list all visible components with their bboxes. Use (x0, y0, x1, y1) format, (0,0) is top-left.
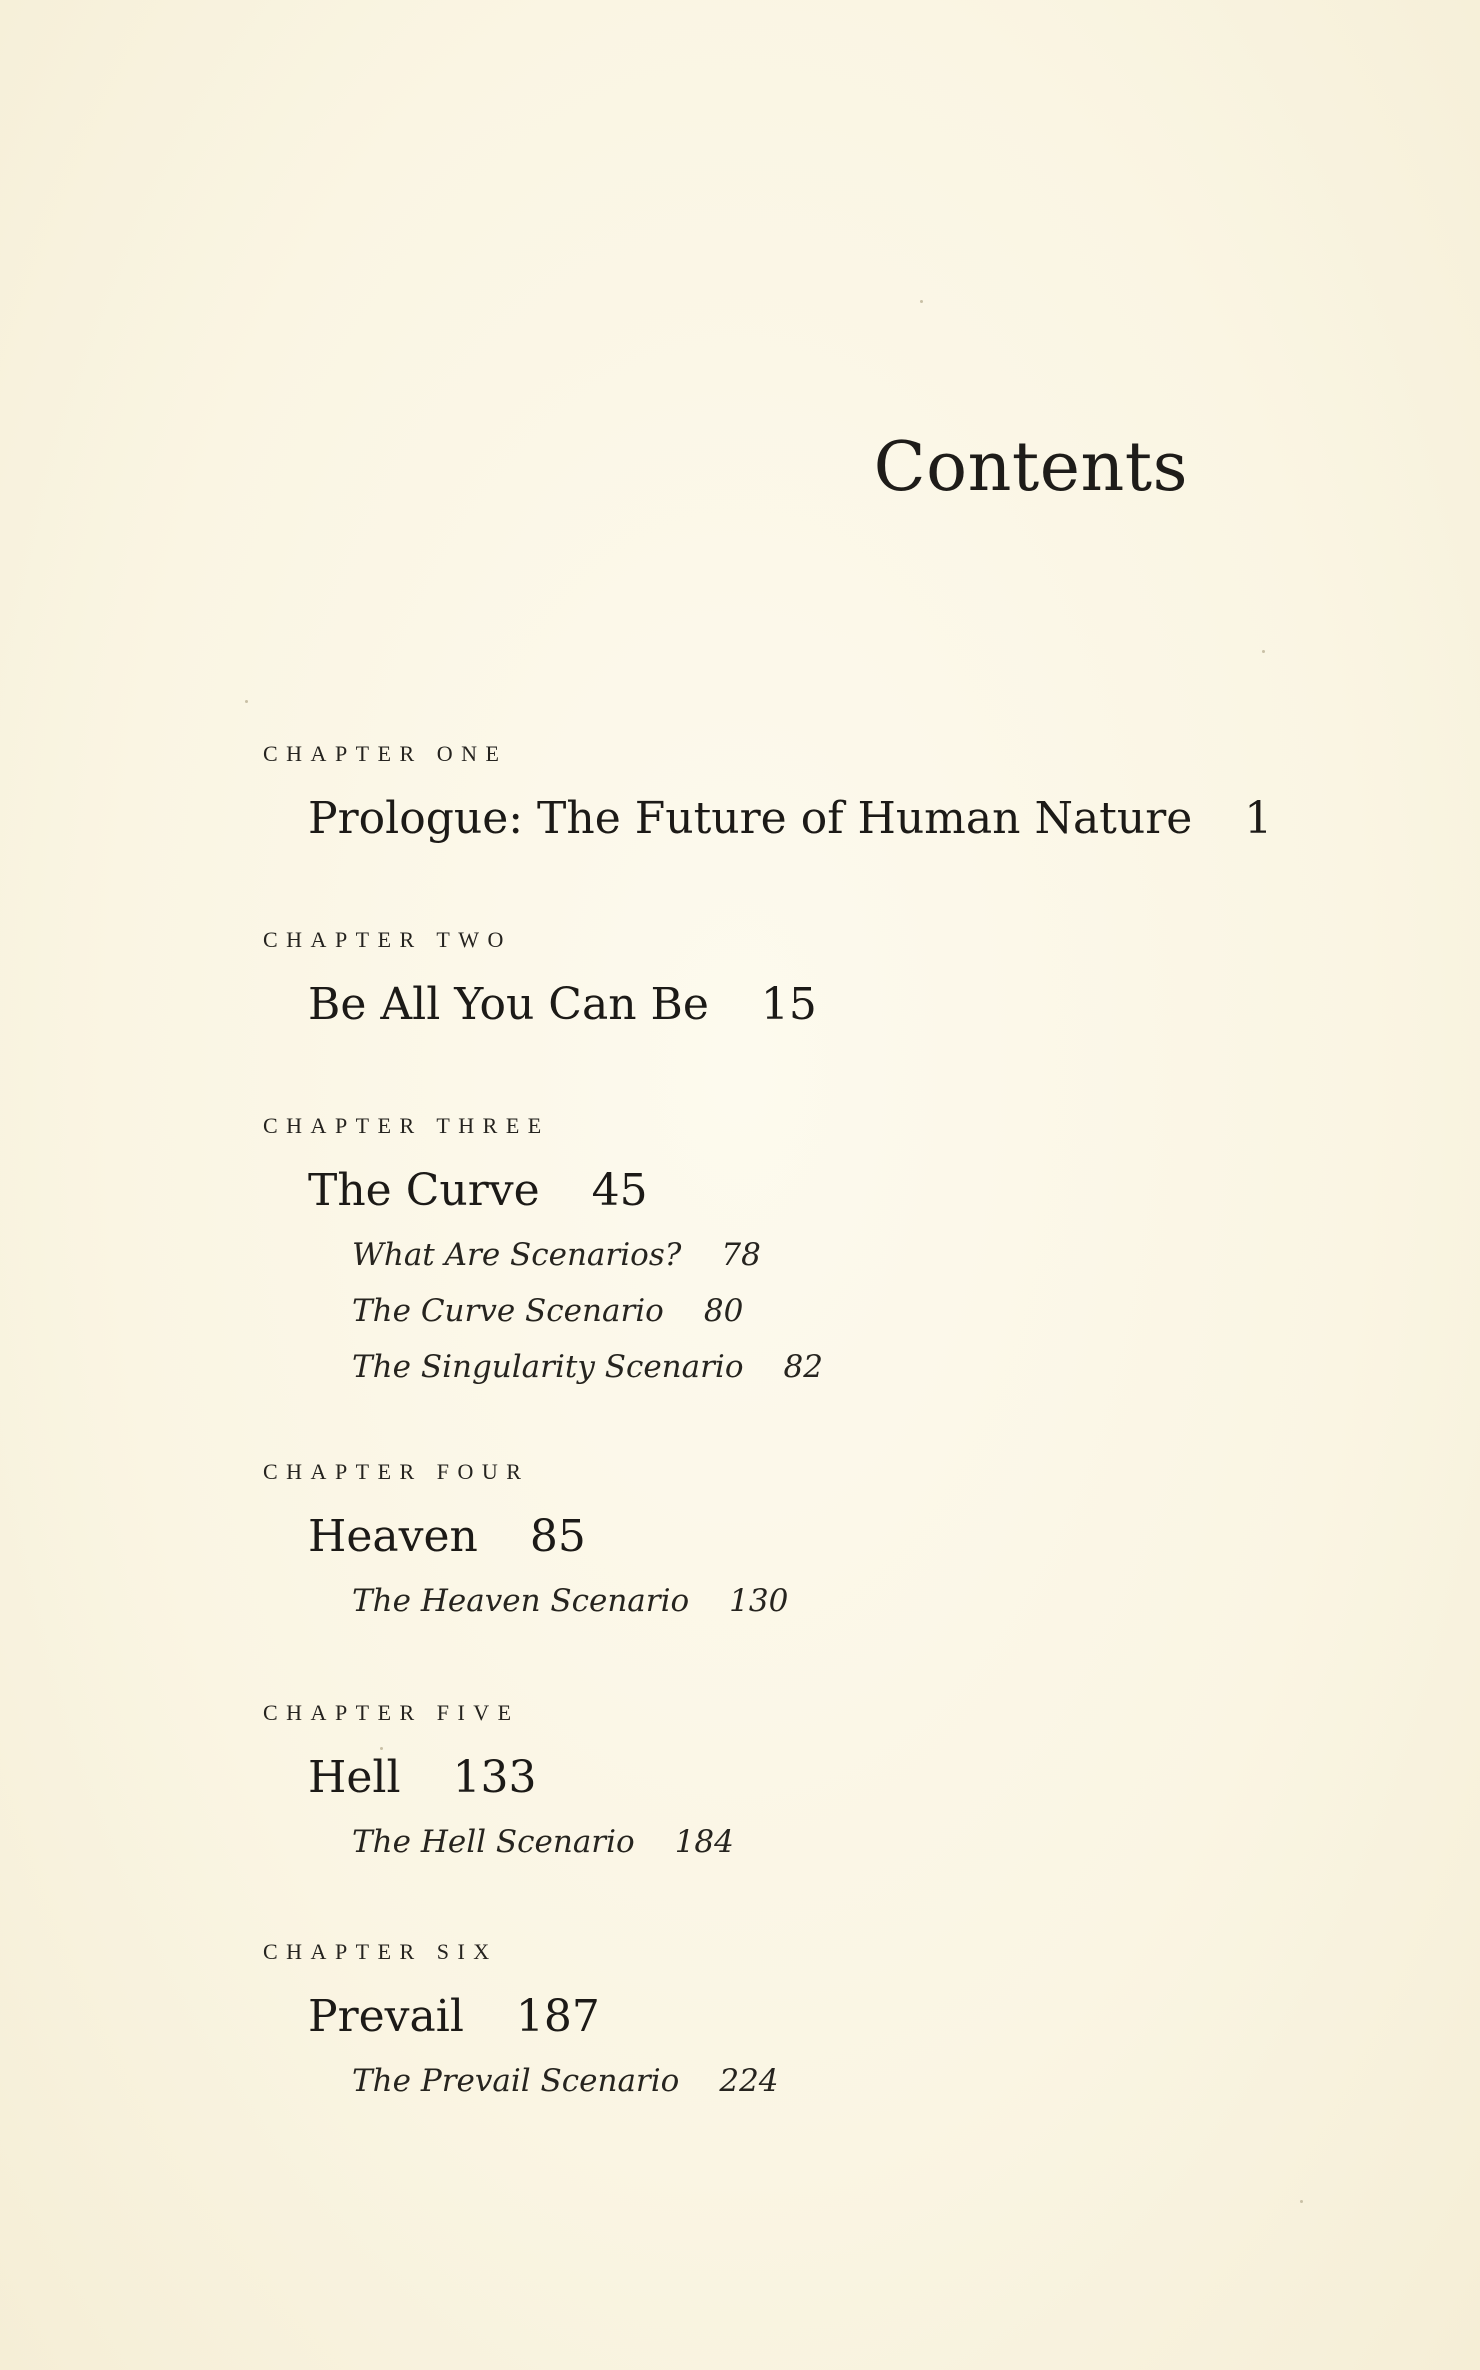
chapter-label: CHAPTER SIX (263, 1939, 498, 1964)
section-title: The Heaven Scenario (352, 1583, 690, 1619)
chapter-row (308, 1509, 586, 1565)
section-page-number: 224 (719, 2063, 779, 2099)
section-title: The Prevail Scenario (352, 2063, 680, 2099)
chapter-title: Heaven (308, 1511, 478, 1562)
chapter-title: Be All You Can Be (308, 979, 709, 1030)
chapter-label: CHAPTER THREE (263, 1113, 550, 1138)
section-item (352, 1227, 823, 1283)
section-page-number: 184 (674, 1824, 734, 1860)
chapter-page-number: 1 (1244, 793, 1273, 844)
chapter-row (308, 1163, 648, 1219)
chapter-page-number: 85 (529, 1511, 586, 1562)
paper-speck (920, 300, 923, 303)
chapter-page-number: 45 (591, 1165, 648, 1216)
section-item (352, 1283, 823, 1339)
chapter-row (308, 1989, 600, 2045)
paper-speck (245, 700, 248, 703)
paper-speck (1262, 650, 1265, 653)
chapter-page-number: 133 (452, 1752, 537, 1803)
chapter-label: CHAPTER FIVE (263, 1700, 520, 1725)
chapter-page-number: 15 (760, 979, 817, 1030)
page-title: Contents (873, 428, 1188, 507)
chapter-label: CHAPTER FOUR (263, 1459, 530, 1484)
chapter-title: The Curve (308, 1165, 540, 1216)
paper-speck (1300, 2200, 1303, 2203)
chapter-row (308, 791, 1272, 847)
section-item (352, 1339, 823, 1395)
chapter-title: Prologue: The Future of Human Nature (308, 793, 1193, 844)
section-title: What Are Scenarios? (352, 1237, 682, 1273)
section-title: The Curve Scenario (352, 1293, 664, 1329)
section-page-number: 82 (783, 1349, 823, 1385)
chapter-title: Prevail (308, 1991, 464, 2042)
chapter-title: Hell (308, 1752, 401, 1803)
section-page-number: 80 (703, 1293, 744, 1329)
chapter-label: CHAPTER ONE (263, 741, 508, 766)
chapter-row (308, 977, 817, 1033)
chapter-label: CHAPTER TWO (263, 927, 512, 952)
section-item (352, 1573, 788, 1629)
section-list (352, 1227, 823, 1395)
chapter-row (308, 1750, 537, 1806)
section-list (352, 1814, 734, 1870)
section-page-number: 130 (729, 1583, 789, 1619)
section-list (352, 2053, 779, 2109)
chapter-page-number: 187 (515, 1991, 600, 2042)
section-title: The Singularity Scenario (352, 1349, 744, 1385)
section-item (352, 1814, 734, 1870)
section-item (352, 2053, 779, 2109)
paper-speck (380, 1747, 383, 1750)
section-title: The Hell Scenario (352, 1824, 635, 1860)
section-list (352, 1573, 788, 1629)
section-page-number: 78 (721, 1237, 761, 1273)
